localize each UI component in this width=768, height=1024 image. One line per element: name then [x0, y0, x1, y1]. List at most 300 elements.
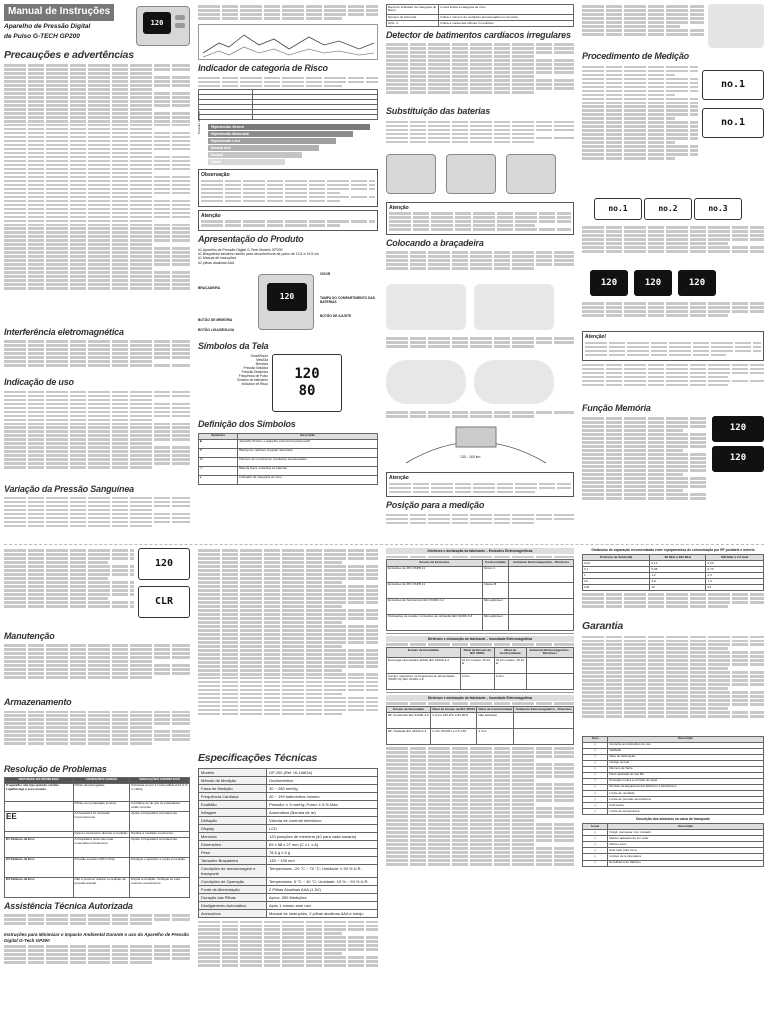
heading-variation: Variação da Pressão Sanguínea: [4, 483, 134, 494]
lcd-measure-3: [678, 270, 716, 296]
table-cell: Inflagem: [199, 808, 267, 816]
label-memory-button: BOTÃO DE MEMÓRIA: [198, 318, 233, 323]
symbol-icon: ◇: [583, 778, 608, 784]
table-cell: 69 x 68 x 27 mm (C x L x A): [267, 840, 378, 848]
table-cell: 30 ~ 280 mmHg: [267, 784, 378, 792]
heading-screen-symbols: Símbolos da Tela: [198, 341, 269, 352]
procedure-text-2: [582, 226, 764, 266]
spec-row: [199, 840, 378, 848]
screen-diagram-lcd: [272, 354, 342, 412]
symbol-icon: ◇: [583, 809, 608, 815]
memory-delete-lcds: [138, 548, 190, 628]
table-cell: Não aplicável: [482, 598, 508, 614]
product-item: #1 Manual de instruções: [198, 256, 237, 261]
screen-label: Hora/Minuto: [250, 354, 268, 359]
memory-steps-text: [4, 548, 134, 628]
seated-position-figure: [708, 4, 764, 48]
minimize-text: [4, 945, 190, 975]
table-cell: Exatidão: [199, 800, 267, 808]
risk-bar: Hipertensão Severa: [208, 124, 370, 130]
product-lcd: [143, 12, 171, 34]
storage-text: [4, 711, 190, 761]
battery-text: [386, 120, 574, 150]
lcd-measure-1: [590, 270, 628, 296]
screen-dia: 80: [298, 383, 316, 400]
irregular-table: [386, 4, 574, 27]
table-cell: Proteção contra a entrada de água: [608, 778, 764, 784]
attention-box: [198, 210, 378, 232]
icons-table: [582, 736, 764, 816]
table-cell: [509, 598, 574, 614]
assistance-text: [4, 914, 190, 930]
trouble-cell: Pilhas com polaridade inversa.: [73, 801, 130, 811]
screen-label: Pressão Sistólica: [243, 366, 268, 371]
spec-row: [199, 792, 378, 800]
symbol-table-header: Símbolos: [199, 433, 238, 439]
emc-row: [387, 582, 574, 598]
table-cell: Faixa de Medição: [199, 784, 267, 792]
table-cell: Desligamento Automático: [199, 901, 267, 909]
cuff-diagram-2: [474, 284, 554, 330]
emc-table-3: [386, 706, 574, 745]
memory-delete-lcd-clr: [138, 586, 190, 618]
lcd-user-2-value: no.2: [658, 204, 678, 214]
symbol-icon: ◇: [583, 860, 608, 866]
arm-diagrams: [386, 360, 574, 408]
lcd-user-2: [644, 198, 692, 220]
emc-row: [387, 673, 574, 689]
heading-interference: Interferência eletromagnética: [4, 327, 124, 338]
trouble-header: SINTOMAS DO PROBLEMA: [5, 777, 74, 783]
emc-table-1: [386, 559, 574, 630]
column-2-bottom: [198, 548, 378, 1020]
battery-attention-box: [386, 202, 574, 236]
emc-row: [387, 713, 574, 729]
irregular-cell: A seta indica a categoria de risco: [439, 5, 574, 15]
table-cell: 3 A/m: [460, 673, 494, 689]
symbol-table: [198, 433, 378, 485]
variation-text: [4, 497, 190, 537]
lcd-measure-2: [634, 270, 672, 296]
label-display: VISOR: [320, 272, 331, 277]
column-4-bottom: [582, 548, 764, 1020]
symbol-icon: ◇: [583, 830, 608, 836]
battery-diagram-1: [386, 154, 436, 194]
table-cell: Tamanho Braçadeira: [199, 856, 267, 864]
heading-assistance: Assistência Técnica Autorizada: [4, 900, 133, 911]
table-header: Conformidade: [482, 560, 508, 566]
procedure-text-4: [582, 364, 764, 400]
symbol-description: Bateria fraca: substitua as baterias: [238, 466, 378, 475]
battery-diagram-2: [446, 154, 496, 194]
symbol-description: Aparelho Pronto: o aparelho está pronto para medir: [238, 439, 378, 448]
table-cell: Acessórios: [199, 909, 267, 917]
cuff-diagrams: [386, 284, 574, 334]
product-diagram: [198, 268, 378, 338]
table-cell: Display: [199, 824, 267, 832]
table-header: Nível de Conformidade: [478, 707, 513, 711]
product-items: [198, 248, 378, 266]
spec-row: [199, 768, 378, 776]
product-button: [175, 15, 185, 20]
trouble-cell: Desligue o aparelho e repita a medição.: [130, 857, 190, 877]
table-header: Ensaio de Imunidade: [387, 707, 431, 713]
memory-lcd-2-value: 120: [729, 453, 747, 464]
emc-long-text: [386, 747, 574, 897]
product-item: #1 Braçadeira tamanho adulto para circunferência de pulso de 13,5 a 19,5 cm: [198, 251, 319, 256]
risk-chart: [197, 111, 378, 165]
table-cell: [514, 713, 574, 729]
table-cell: 3 V/m: [477, 729, 514, 745]
product-image: [136, 6, 190, 46]
spec-row: [199, 909, 378, 917]
product-button: [175, 23, 185, 28]
risk-text: [198, 77, 378, 88]
table-cell: Frequência Cardíaca: [199, 792, 267, 800]
irregular-cell: Barra do indicador de Categoria de Risco: [387, 5, 439, 15]
table-header: Nível de Ensaio da IEC 60601: [432, 707, 476, 711]
table-cell: Manual de instruções, 2 pilhas alcalinas AAA e estojo: [267, 909, 378, 917]
trouble-cell: A braçadeira foi colocada incorretamente.: [73, 811, 130, 831]
device-diagram: [258, 274, 314, 330]
column-2-top: [198, 4, 378, 540]
trouble-table: [4, 777, 190, 898]
table-cell: Parte aplicada de tipo BF: [608, 772, 764, 778]
spec-row: [199, 816, 378, 824]
table-cell: ±6 kV contato; ±8 kV ar: [460, 657, 494, 673]
table-cell: Limite de temperatura: [608, 809, 764, 815]
table-cell: Flutuações de tensão / emissões de cintilação IEC 61000-3-3: [387, 614, 483, 630]
spec-row: [199, 893, 378, 901]
trouble-cell: Substitua-as por 2 novas pilhas AAA (1,5 V LR03): [130, 783, 190, 801]
heading-memory: Função Memória: [582, 402, 651, 413]
symbol-description: Número de memória de resultados armazenados: [238, 457, 378, 466]
measure-lcds: [590, 270, 764, 296]
symbol-description: Batimento cardíaco irregular detectado: [238, 448, 378, 457]
risk-table: [198, 89, 378, 120]
table-header: Ícone: [583, 824, 608, 830]
heading-storage: Armazenamento: [4, 697, 72, 708]
trouble-cell: Realize a medição novamente.: [130, 831, 190, 837]
memory-lcds: [712, 416, 764, 536]
table-cell: Pressão: ± 3 mmHg; Pulso: ± 5 % Máx.: [267, 800, 378, 808]
table-cell: Peso: [199, 848, 267, 856]
spec-row: [199, 848, 378, 856]
table-header: Ensaio de Imunidade: [387, 648, 461, 658]
heading-symbol-defs: Definição dos Símbolos: [198, 419, 296, 430]
screen-label: Memória: [255, 362, 268, 367]
trouble-cell: Ajuste a braçadeira corretamente.: [130, 837, 190, 857]
observation-box: [198, 169, 378, 207]
risk-bar: Hipertensão Leve: [208, 138, 336, 144]
procedure-text-3: [582, 302, 764, 328]
cuff-text-2: [386, 337, 574, 357]
arm-diagram-2: [474, 360, 554, 404]
table-cell: 10: [583, 579, 650, 585]
table-cell: 0,73: [706, 567, 764, 573]
table-cell: Modelo: [199, 768, 267, 776]
column-3-bottom: [386, 548, 574, 1020]
trouble-header: INDICAÇÕES CORRETIVAS: [130, 777, 190, 783]
table-cell: Este lado para cima: [608, 848, 764, 854]
symbol-icon: ◇: [583, 796, 608, 802]
page-divider: [4, 544, 764, 545]
table-cell: 0,12: [650, 561, 706, 567]
battery-icon: ▭: [199, 466, 238, 475]
table-cell: RF Irradiada IEC 61000-4-3: [387, 729, 431, 745]
memory-lcd-2: [712, 446, 764, 472]
procedure-lcd-figures: [702, 64, 764, 194]
spec-row: [199, 776, 378, 784]
screen-symbols-diagram: [198, 354, 378, 416]
memory-delete-lcd-1: [138, 548, 190, 580]
distance-table: [582, 554, 764, 591]
table-cell: Automática (Bomba de ar): [267, 808, 378, 816]
spec-row: [199, 864, 378, 877]
emc-row: [387, 614, 574, 630]
trouble-cell: Ajuste a braçadeira corretamente.: [130, 811, 190, 831]
lcd-user-3-value: no.3: [708, 204, 728, 214]
table-cell: 78,5 g ± 5 g: [267, 848, 378, 856]
table-cell: Fonte de Alimentação: [199, 885, 267, 893]
table-cell: Deflação: [199, 816, 267, 824]
symbol-icon: ◇: [583, 754, 608, 760]
emc-row: [387, 729, 574, 745]
emc-table-2: [386, 647, 574, 690]
heading-procedure: Procedimento de Medição: [582, 51, 689, 61]
distance-table-title: Distâncias de separação recomendadas entre equipamentos de comunicação por RF portáteis e móveis: [591, 548, 755, 552]
table-cell: Condições de armazenagem e transporte: [199, 864, 267, 877]
spec-row: [199, 877, 378, 885]
icon-row: [583, 809, 764, 815]
label-battery-cover: TAMPA DO COMPARTIMENTO DAS BATERIAS: [320, 296, 375, 305]
lcd-measure-3-value: 120: [688, 277, 706, 288]
table-cell: 12: [650, 585, 706, 591]
table-cell: Não aplicável: [482, 614, 508, 630]
symbol-icon: ◇: [583, 760, 608, 766]
heading-maintenance: Manutenção: [4, 631, 55, 641]
table-cell: [509, 582, 574, 598]
table-cell: Data de fabricação: [608, 754, 764, 760]
spec-notes: [198, 921, 378, 981]
table-cell: RF Conduzida IEC 61000-4-6: [387, 713, 431, 729]
table-cell: Empilhamento Máximo: [608, 860, 764, 866]
heading-presentation: Apresentação do Produto: [198, 234, 304, 245]
table-cell: Emissões de harmônicos IEC 61000-3-2: [387, 598, 483, 614]
table-cell: Memória: [199, 832, 267, 840]
table-cell: LCD: [267, 824, 378, 832]
trouble-cell: A braçadeira pode não estar conectada corretamente: [73, 837, 130, 857]
graph-line-systolic: [203, 35, 374, 53]
battery-diagrams: [386, 154, 574, 198]
disposal-text: [198, 549, 378, 749]
table-cell: Frágil, manusear com cuidado: [608, 830, 764, 836]
lcd-no1: [702, 70, 764, 100]
screen-label: Pressão Diastólica: [241, 370, 268, 375]
table-cell: Classe B: [482, 582, 508, 598]
symbol-description: Indicador de categoria de risco: [238, 475, 378, 484]
table-cell: [514, 729, 574, 745]
procedure-attention-title: Atenção!: [585, 334, 607, 341]
table-cell: 0,1: [583, 567, 650, 573]
product-item: #2 pilhas alcalinas AAA: [198, 260, 235, 265]
emc-title-2: Diretrizes e declaração do fabricante – Imunidade Eletromagnética: [386, 636, 574, 642]
pressure-graph-svg: [199, 25, 377, 60]
symbol-icon: ◇: [583, 842, 608, 848]
position-attention-box: [386, 472, 574, 498]
icons-table-footer: Descrição dos símbolos na caixa de transporte: [636, 817, 710, 822]
emc-title-3: Diretrizes e declaração do fabricante – Imunidade Eletromagnética: [386, 695, 574, 701]
screen-label: Indicador de Risco: [241, 382, 268, 387]
screen-label: Símbolo de batimento: [236, 378, 268, 383]
lcd-user-1-value: no.1: [608, 204, 628, 214]
risk-chart-bars: [208, 124, 378, 165]
risk-bar: Ótima: [208, 159, 285, 165]
table-cell: Manter seco: [608, 842, 764, 848]
user-select-lcds: [594, 198, 764, 220]
table-cell: Grupo 1: [482, 566, 508, 582]
risk-chart-ylabel: Pressão sistólica: [197, 111, 201, 135]
lcd-no1-value: no.1: [720, 79, 746, 90]
table-cell: Método de Medição: [199, 776, 267, 784]
table-cell: Temperatura: -20 °C ~ 70 °C; Umidade: ≤ 93 % U.R.: [267, 864, 378, 877]
symbol-icon: ■: [199, 439, 238, 448]
attention-title: Atenção: [201, 212, 221, 219]
column-1-top: [4, 4, 190, 540]
table-cell: [509, 566, 574, 582]
table-cell: Emissões de RF CISPR 11: [387, 582, 483, 598]
heading-cuff: Colocando a braçadeira: [386, 238, 484, 249]
table-cell: GP 200 (Ref. HL168GA): [267, 768, 378, 776]
icons-table-2: [582, 823, 764, 866]
screen-label: Mês/Dia: [256, 358, 268, 363]
position-attention-title: Atenção: [389, 474, 409, 481]
distance-notes: [582, 593, 764, 617]
table-cell: [526, 673, 573, 689]
lcd-no1b-value: no.1: [720, 117, 746, 128]
table-header: Potência de Saída (W): [583, 555, 650, 561]
warranty-text: [582, 636, 764, 736]
table-cell: 1,2: [650, 573, 706, 579]
lcd-user-3: [694, 198, 742, 220]
table-cell: Manter afastado de luz solar: [608, 836, 764, 842]
product-lcd-value: 120: [150, 18, 164, 27]
table-cell: 40 ~ 199 batimentos /minuto: [267, 792, 378, 800]
intro-text: [198, 4, 378, 21]
spec-table: [198, 768, 378, 918]
table-header: Descrição: [608, 824, 764, 830]
table-cell: Emissões de RF CISPR 11: [387, 566, 483, 582]
angle-text: [386, 411, 574, 418]
interference-text: [4, 340, 190, 374]
battery-diagram-3: [506, 154, 556, 194]
product-item: #1 Aparelho de Pressão Digital G-Tech Modelo GP200: [198, 247, 283, 252]
heading-troubleshooting: Resolução de Problemas: [4, 763, 107, 774]
position-text: [386, 514, 574, 525]
precautions-text: [4, 64, 190, 324]
memory-delete-lcd-clr-value: CLR: [154, 595, 174, 607]
column-4-top: [582, 4, 764, 540]
trouble-header: CONDIÇÕES GERAIS: [73, 777, 130, 783]
observation-title: Observação: [201, 172, 230, 179]
table-cell: Oscilométrico: [267, 776, 378, 784]
device-diagram-lcd-value: 120: [279, 292, 295, 302]
symbol-icon: ◇: [583, 848, 608, 854]
emc-title-1: Diretrizes e declaração do fabricante – Emissões Eletromagnéticas: [386, 548, 574, 554]
product-title-line-1: Aparelho de Pressão Digital: [4, 22, 91, 30]
manual-title: Manual de Instruções: [4, 4, 114, 21]
table-header: Ambiente Eletromagnético - Diretrizes: [509, 560, 574, 566]
irregular-cell: Número de Memória: [387, 14, 439, 20]
table-cell: Validade: [608, 748, 764, 754]
column-1-bottom: [4, 548, 190, 1020]
irregular-cell: Indica a média das últimas 3 medições: [439, 20, 574, 26]
battery-attention-title: Atenção: [389, 204, 409, 211]
cuff-diagram-1: [386, 284, 466, 330]
trouble-cell: Repita a medição. Verifique se está usando corretamente.: [130, 877, 190, 897]
lcd-user-1: [594, 198, 642, 220]
table-cell: 1: [583, 573, 650, 579]
table-cell: Número de Série: [608, 766, 764, 772]
maintenance-text: [4, 644, 190, 694]
table-cell: Código do lote: [608, 760, 764, 766]
symbol-icon: ◇: [583, 836, 608, 842]
memory-text: [582, 416, 708, 536]
screen-labels: [198, 354, 268, 416]
table-cell: 135 ~ 195 mm: [267, 856, 378, 864]
spec-row: [199, 824, 378, 832]
table-cell: Condições de Operação: [199, 877, 267, 885]
table-cell: 0,01: [583, 561, 650, 567]
risk-bar: Normal Alta: [208, 145, 319, 151]
symbol-icon: M: [199, 457, 238, 466]
table-cell: 23: [706, 585, 764, 591]
screen-label: Frequência de Pulso: [238, 374, 268, 379]
symbol-icon: ◇: [583, 803, 608, 809]
product-title-line-2: de Pulso G-TECH GP200: [4, 32, 80, 40]
heading-precautions: Precauções e advertências: [4, 49, 134, 61]
spec-row: [199, 784, 378, 792]
table-cell: 3,8: [650, 579, 706, 585]
trouble-cell: E3 Símbolo de Erro: [5, 877, 74, 897]
symbol-icon: ◇: [583, 748, 608, 754]
table-cell: Após 1 minuto sem uso: [267, 901, 378, 909]
table-cell: [526, 657, 573, 673]
table-header: Ambiente Eletromagnético - Diretrizes: [515, 707, 572, 711]
table-header: Ícon: [583, 736, 608, 742]
icon-row: [583, 860, 764, 866]
table-cell: Válvula de controle eletrônico: [267, 816, 378, 824]
table-cell: 120 posições de memória (40 para cada usuário): [267, 832, 378, 840]
table-cell: Não aplicável: [477, 713, 514, 729]
emc-row: [387, 566, 574, 582]
angle-svg: [386, 421, 566, 467]
screen-sys: 120: [294, 365, 320, 382]
heading-minimize: Instruções para Minimizar o Impacto Ambiental Durante o uso do Aparelho de Pressão Digital G-Tech GP200: [4, 932, 189, 943]
table-header: Ambiente Eletromagnético - Diretrizes: [526, 648, 573, 658]
heading-risk-indicator: Indicador de categoria de Risco: [198, 63, 328, 74]
pressure-graph: [198, 24, 378, 60]
procedure-attention-box: [582, 331, 764, 361]
irregular-text: [386, 43, 574, 103]
table-cell: Dimensões: [199, 840, 267, 848]
angle-diagram: [386, 421, 574, 469]
table-cell: 3 Vrms 150 kHz a 80 MHz: [431, 713, 477, 729]
table-cell: 2 Pilhas Alcalinas AAA (1,5V): [267, 885, 378, 893]
memory-lcd-1: [712, 416, 764, 442]
spec-row: [199, 800, 378, 808]
heading-position: Posição para a medição: [386, 500, 485, 511]
